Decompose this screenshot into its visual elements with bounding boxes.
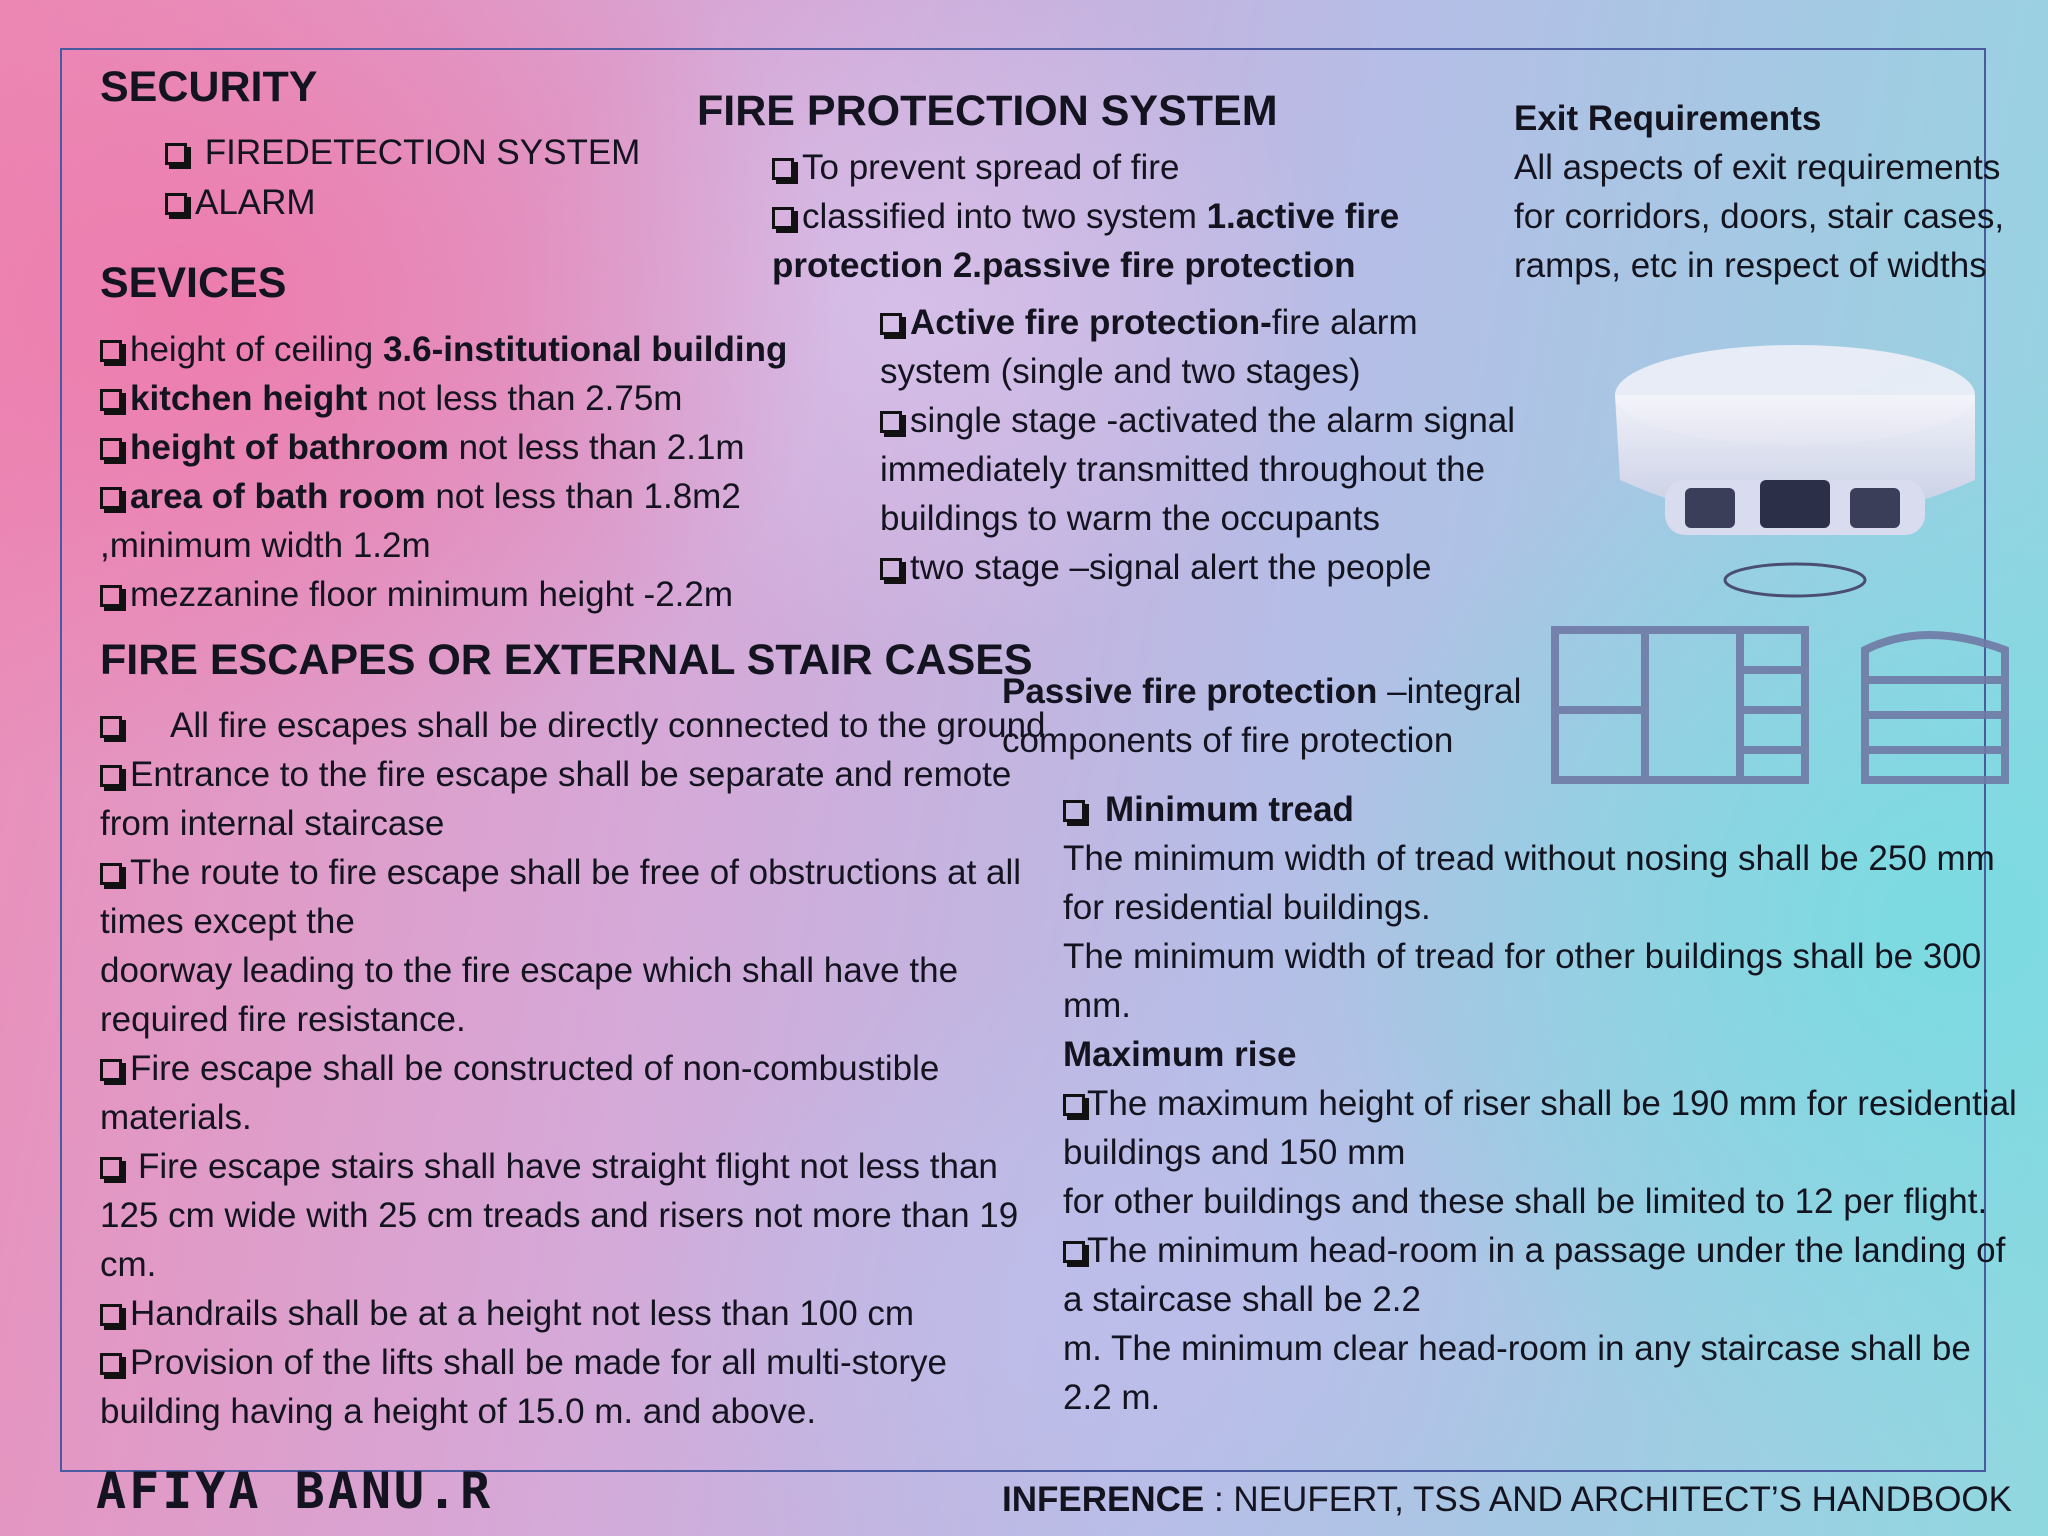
exit-heading: Exit Requirements — [1514, 99, 1822, 138]
list-item: kitchen height not less than 2.75m — [100, 374, 860, 423]
tread-heading-row: Minimum tread — [1063, 785, 2023, 834]
tread-text-1: The minimum width of tread without nosing shall be 250 mm for residential buildings. — [1063, 839, 1995, 927]
list-item: height of ceiling 3.6-institutional building — [100, 325, 860, 374]
fire-protection-heading: FIRE PROTECTION SYSTEM — [697, 87, 1278, 135]
checkbox-bullet-icon — [100, 716, 122, 738]
security-item-detection: FIREDETECTION SYSTEM — [165, 128, 640, 177]
fire-escapes-list — [100, 701, 1060, 1436]
checkbox-bullet-icon — [100, 765, 122, 787]
checkbox-bullet-icon — [100, 585, 122, 607]
list-item: Fire escape shall be constructed of non-combustible materials. — [100, 1049, 940, 1137]
list-item: area of bath room not less than 1.8m2 — [100, 472, 860, 521]
security-heading: SECURITY — [100, 63, 318, 111]
list-item: classified into two system 1.active fire protection 2.passive fire protection — [772, 197, 1400, 285]
checkbox-bullet-icon — [100, 1304, 122, 1326]
checkbox-bullet-icon — [100, 340, 122, 362]
tread-text-2: The minimum width of tread for other buildings shall be 300 mm. — [1063, 937, 1982, 1025]
active-protection — [880, 298, 1520, 592]
list-item: Fire escape stairs shall have straight flight not less than 125 cm wide with 25 cm treads and risers not more than 19 cm. — [100, 1147, 1019, 1284]
checkbox-bullet-icon — [100, 487, 122, 509]
checkbox-bullet-icon — [880, 313, 902, 335]
checkbox-bullet-icon — [100, 438, 122, 460]
checkbox-bullet-icon — [100, 1059, 122, 1081]
fire-protection-intro — [772, 143, 1462, 290]
list-item: To prevent spread of fire — [772, 143, 1462, 192]
list-item-continuation: ,minimum width 1.2m — [100, 526, 431, 565]
list-item: The route to fire escape shall be free of obstructions at all times except the — [100, 853, 1022, 941]
floor-plan-illustration — [1555, 630, 2005, 780]
tread-rise-section — [1063, 785, 2023, 1422]
exit-text: All aspects of exit requirements for corridors, doors, stair cases, ramps, etc in respect of widths — [1514, 148, 2005, 285]
checkbox-bullet-icon — [1063, 1241, 1085, 1263]
checkbox-bullet-icon — [165, 193, 187, 215]
list-item: The minimum head-room in a passage under the landing of a staircase shall be 2.2 — [1063, 1231, 2006, 1319]
services-heading: SEVICES — [100, 259, 287, 307]
list-item: All fire escapes shall be directly connected to the ground — [100, 701, 1060, 750]
checkbox-bullet-icon — [100, 1157, 122, 1179]
checkbox-bullet-icon — [772, 158, 794, 180]
security-item-alarm: ALARM — [165, 178, 316, 227]
list-item: two stage –signal alert the people — [880, 543, 1520, 592]
passive-protection: Passive fire protection –integral components of fire protection — [1002, 672, 1522, 760]
list-item-continuation: doorway leading to the fire escape which shall have the required fire resistance. — [100, 951, 959, 1039]
exit-requirements — [1514, 94, 2034, 290]
checkbox-bullet-icon — [165, 143, 187, 165]
smoke-detector-illustration — [1545, 330, 2030, 830]
list-item-continuation: m. The minimum clear head-room in any staircase shall be 2.2 m. — [1063, 1329, 1971, 1417]
fire-escapes-heading: FIRE ESCAPES OR EXTERNAL STAIR CASES — [100, 636, 1033, 684]
list-item-continuation: for other buildings and these shall be limited to 12 per flight. — [1063, 1182, 1988, 1221]
list-item: mezzanine floor minimum height -2.2m — [100, 570, 860, 619]
checkbox-bullet-icon — [772, 207, 794, 229]
inference-line: INFERENCE : NEUFERT, TSS AND ARCHITECT’S HANDBOOK — [1002, 1480, 2012, 1519]
list-item: Active fire protection-fire alarm system (single and two stages) — [880, 303, 1418, 391]
checkbox-bullet-icon — [100, 1353, 122, 1375]
author-name: AFIYA BANU.R — [96, 1462, 494, 1520]
list-item: The maximum height of riser shall be 190 mm for residential buildings and 150 mm — [1063, 1084, 2017, 1172]
checkbox-bullet-icon — [880, 558, 902, 580]
checkbox-bullet-icon — [100, 863, 122, 885]
checkbox-bullet-icon — [880, 411, 902, 433]
list-item: height of bathroom not less than 2.1m — [100, 423, 860, 472]
services-list — [100, 325, 860, 619]
rise-heading: Maximum rise — [1063, 1035, 1297, 1074]
checkbox-bullet-icon — [100, 389, 122, 411]
list-item: Provision of the lifts shall be made for all multi-storye building having a height of 15.0 m. and above. — [100, 1343, 947, 1431]
list-item: single stage -activated the alarm signal immediately transmitted throughout the buildings to warm the occupants — [880, 401, 1516, 538]
checkbox-bullet-icon — [1063, 1094, 1085, 1116]
list-item: Entrance to the fire escape shall be separate and remote from internal staircase — [100, 755, 1012, 843]
list-item: Handrails shall be at a height not less than 100 cm — [100, 1289, 1060, 1338]
checkbox-bullet-icon — [1063, 800, 1085, 822]
